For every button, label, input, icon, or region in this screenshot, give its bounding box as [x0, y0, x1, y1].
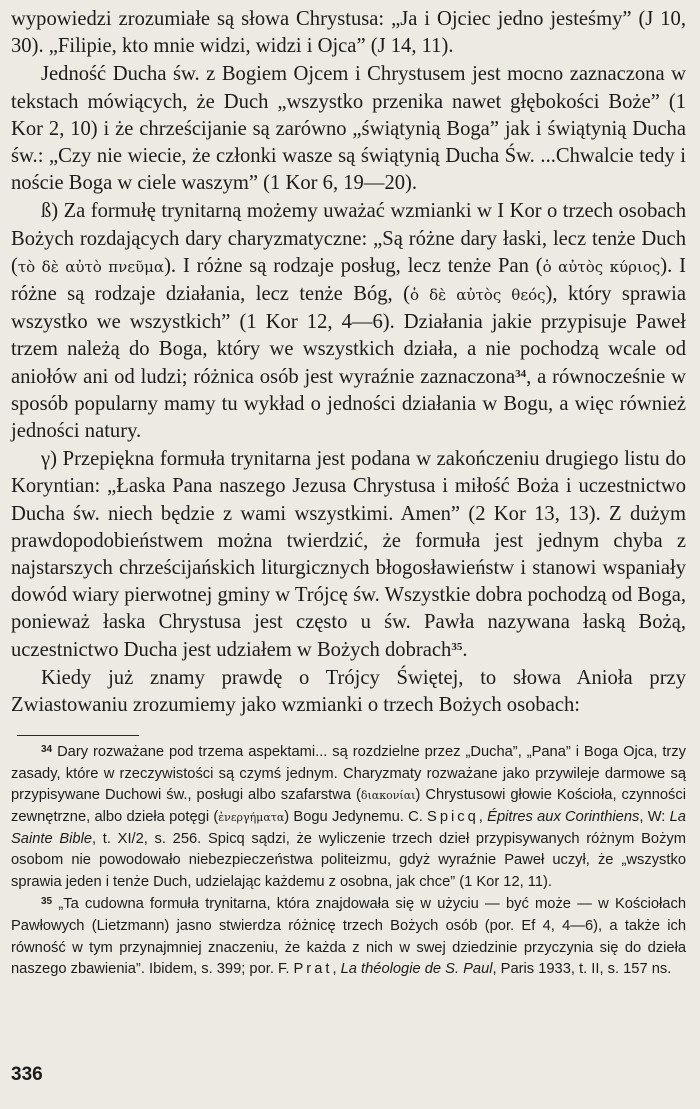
footnote-number: 35	[41, 896, 53, 908]
paragraph-4-text-b: .	[462, 638, 468, 661]
footnotes	[11, 742, 686, 981]
footnote-text: Dary rozważane pod trzema aspektami... są rozdzielne przez „Ducha”, „Pana” i Boga Ojca, trzy zasady, które w rzeczywistości są czymś jednym. Charyzmaty rozważane jako przywileje darmowe są przypisywane Duchowi św., posługi albo szafarstwa (	[11, 744, 686, 804]
paragraph-3-text-b: ). I różne są rodzaje posług, lecz tenże Pan (	[164, 254, 543, 277]
paragraph-4	[11, 446, 686, 664]
footnote-34	[11, 742, 686, 893]
book-title: La théologie de S. Paul	[340, 961, 493, 978]
footnote-text: , t. XI/2, s. 256. Spicq sądzi, że wyliczenie trzech dzieł przypisywanych różnym Bożym osobom nie powodowało niebezpieczeństwa politeizmu, gdyż wyraźnie Paweł uczył, że „wszystko sprawia jeden i tenże Duch, udzielając każdemu z osobna, jak chce” (1 Kor 12, 11).	[11, 830, 687, 890]
footnote-divider	[17, 735, 139, 736]
footnote-ref-35[interactable]: 35	[451, 640, 463, 653]
paragraph-2: Jedność Ducha św. z Bogiem Ojcem i Chrystusem jest mocno zaznaczona w tekstach mówiących, że Duch „wszystko przenika nawet głębokości Boże” (1 Kor 2, 10) i że chrześcijanie są zarówno „świątynią Boga” jak i świątynią Ducha św.: „Czy nie wiecie, że członki wasze są świątynią Ducha Św. ...Chwalcie tedy i noście Boga w ciele waszym” (1 Kor 6, 19—20).	[11, 63, 686, 195]
footnote-ref-34[interactable]: 34	[515, 367, 527, 380]
footnote-text: , Paris 1933, t. II, s. 157 ns.	[492, 961, 672, 978]
paragraph-3-text-a: ß) Za formułę trynitarną możemy uważać wzmianki w I Kor o trzech osobach Bożych rozdających dary charyzmatyczne: „Są różne dary łaski, lecz tenże Duch (	[11, 200, 686, 277]
greek-word: ἐνεργήματα	[218, 811, 285, 825]
footnote-text: ,	[332, 961, 337, 978]
book-title: La Sainte Bible	[11, 809, 686, 847]
footnote-text: ) Bogu Jedynemu. C.	[284, 809, 423, 826]
greek-phrase: ὁ αὐτὸς κύριος	[542, 257, 661, 276]
footnote-text: , W:	[639, 809, 666, 826]
body-text	[11, 6, 686, 719]
paragraph-3	[11, 198, 686, 445]
greek-word: διακονίαι	[360, 789, 416, 803]
paragraph-1: wypowiedzi zrozumiałe są słowa Chrystusa: „Ja i Ojciec jedno jesteśmy” (J 10, 30). „Filipie, kto mnie widzi, widzi i Ojca” (J 14, 11).	[11, 8, 686, 58]
paragraph-4-text-a: γ) Przepiękna formuła trynitarna jest podana w zakończeniu drugiego listu do Koryntian: „Łaska Pana naszego Jezusa Chrystusa i miłość Boża i uczestnictwo Ducha św. niech będzie z wami wszystkimi. Amen” (2 Kor 13, 13). Z dużym prawdopodobieństwem można twierdzić, że formuła jest jednym chyba z najstarszych chrześcijańskich liturgicznych błogosławieństw i stanowi wspaniały dowód wiary pierwotnej gminy w Trójcę św. Wszystkie dobra pochodzą od Boga, ponieważ łaska Chrystusa jest często u św. Pawła nazywana łaską Bożą, uczestnictwo Ducha jest udziałem w Bożych dobrach	[11, 448, 686, 661]
footnote-text: ) Chrystusowi głowie Kościoła, czynności zewnętrzne, albo dzieła potęgi (	[11, 787, 686, 826]
footnote-text: ,	[478, 809, 483, 826]
author-name: Spicq	[427, 809, 479, 826]
footnote-text: „Ta cudowna formuła trynitarna, która znajdowała się w użyciu — być może — w Kościołach Pawłowych (Lietzmann) jasno stwierdza różnicę trzech Bożych osób (por. Ef 4, 4—6), a także ich równość w tym przynajmniej znaczeniu, że każda z nich w swej dziedzinie przyczynia się do dzieła naszego zbawienia”. Ibidem, s. 399; por. F.	[11, 896, 686, 978]
greek-phrase: ὁ δὲ αὐτὸς θεός	[410, 286, 546, 305]
page-number: 336	[11, 1064, 43, 1085]
footnote-number: 34	[41, 744, 53, 756]
footnote-35	[11, 894, 686, 980]
paragraph-5: Kiedy już znamy prawdę o Trójcy Świętej, to słowa Anioła przy Zwiastowaniu zrozumiemy jako wzmianki o trzech Bożych osobach:	[11, 666, 686, 717]
paragraph-3-text-d: ), który sprawia wszystko we wszystkich” (1 Kor 12, 4—6). Działania jakie przypisuje Paweł trzem należą do Boga, który we wszystkich działa, a nie pochodzą wcale od aniołów ani od ludzi; różnica osób jest wyraźnie zaznaczona	[11, 283, 686, 388]
author-name: Prat	[293, 961, 333, 978]
greek-phrase: τὸ δὲ αὐτὸ πνεῦμα	[17, 257, 165, 276]
paragraph-3-text-c: ). I różne są rodzaje działania, lecz tenże Bóg, (	[11, 254, 686, 306]
paragraph-3-text-e: , a równocześnie w sposób popularny mamy tu wykład o jedności działania w Bogu, a więc również jedności natury.	[11, 365, 687, 443]
book-title: Épitres aux Corinthiens	[487, 809, 640, 826]
